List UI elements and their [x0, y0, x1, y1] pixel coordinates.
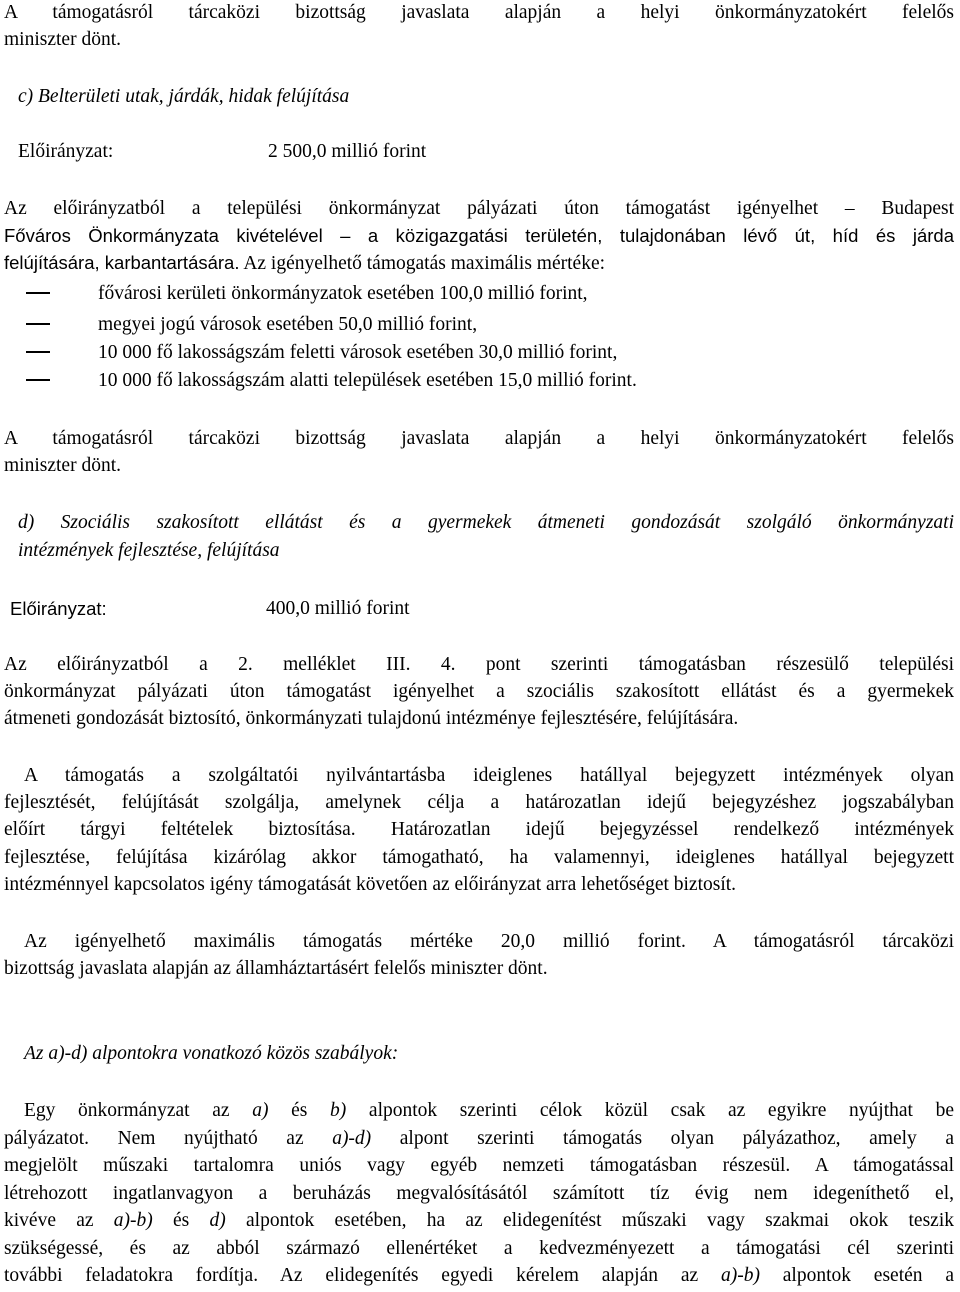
intro-line-2: miniszter dönt. [4, 29, 121, 50]
dash-icon [26, 292, 50, 294]
section-d-p2-line: A támogatás a szolgáltatói nyilvántartásba ideiglenes hatállyal bejegyzett intézmények olyan [24, 765, 954, 786]
bullet-text: 10 000 fő lakosságszám feletti városok esetében 30,0 millió forint, [98, 342, 618, 363]
section-c-p1-line-3b: Az igényelhető támogatás maximális mértéke: [243, 253, 606, 274]
dash-icon [26, 323, 50, 325]
intro-line-1: A támogatásról tárcaközi bizottság javaslata alapján a helyi önkormányzatokért felelős [4, 2, 954, 23]
section-d-title-line-2: intézmények fejlesztése, felújítása [18, 540, 280, 561]
section-d-p2-line: intézménnyel kapcsolatos igény támogatását követően az előirányzat arra lehetőséget biztosít. [4, 874, 737, 895]
section-d-p2-line: fejlesztése, felújítása kizárólag akkor támogatható, ha valamennyi, ideiglenes hatállyal bejegyzett [4, 847, 954, 868]
common-line-3: megjelölt műszaki tartalomra uniós vagy egyéb nemzeti támogatásban részesül. A támogatással [4, 1155, 954, 1176]
section-d-p2-line: fejlesztését, felújítását szolgálja, amelynek célja a határozatlan idejű bejegyzéshez jogszabályban [4, 792, 954, 813]
common-line-4: létrehozott ingatlanvagyon a beruházás megvalósításától számított tíz évig nem idegeníthető el, [4, 1183, 954, 1204]
bullet-text: megyei jogú városok esetében 50,0 millió forint, [98, 314, 478, 335]
section-c-p1-line-3a: felújítására, karbantartására. [4, 252, 240, 273]
section-d-elo-value: 400,0 millió forint [266, 598, 410, 619]
bullet-text: 10 000 fő lakosságszám alatti települések esetében 15,0 millió forint. [98, 370, 637, 391]
common-line-7: további feladatokra fordítja. Az elidegenítés egyedi kérelem alapján az a)-b) alpontok esetén a [4, 1265, 954, 1286]
section-c-p1-line-2: Főváros Önkormányzata kivételével – a közigazgatási területén, tulajdonában lévő út, híd és járda [4, 225, 954, 246]
bullet-text: fővárosi kerületi önkormányzatok esetében 100,0 millió forint, [98, 283, 588, 304]
common-line-2: pályázatot. Nem nyújtható az a)-d) alpont szerinti támogatás olyan pályázathoz, amely a [4, 1128, 955, 1149]
section-d-p2-line: előírt tárgyi feltételek biztosítása. Határozatlan idejű bejegyzéssel rendelkező intézmények [4, 819, 954, 840]
section-c-decision-line-2: miniszter dönt. [4, 455, 121, 476]
bullet-item [26, 340, 617, 366]
bullet-item [26, 281, 588, 307]
common-line-5: kivéve az a)-b) és d) alpontok esetében, ha az elidegenítést műszaki vagy szakmai okok teszik [4, 1210, 954, 1231]
section-c-p1-line-1: Az előirányzatból a települési önkormányzat pályázati úton támogatást igényelhet – Budapest [4, 198, 954, 219]
bullet-item [26, 312, 477, 338]
section-d-p3-line: Az igényelhető maximális támogatás mértéke 20,0 millió forint. A támogatásról tárcaközi [24, 931, 954, 952]
section-d-p1-line: átmeneti gondozását biztosító, önkormányzati tulajdonú intézménye fejlesztésére, felújítására. [4, 708, 739, 729]
common-rules-title: Az a)-d) alpontokra vonatkozó közös szabályok: [24, 1043, 399, 1064]
section-d-title-line-1: d) Szociális szakosított ellátást és a gyermekek átmeneti gondozását szolgáló önkormányzati [18, 512, 954, 533]
section-d-p1-line: Az előirányzatból a 2. melléklet III. 4. pont szerinti támogatásban részesülő települési [4, 654, 954, 675]
dash-icon [26, 351, 50, 353]
section-c-title: c) Belterületi utak, járdák, hidak felújítása [18, 86, 350, 107]
common-line-6: szükségessé, és az abból származó ellenértéket a kedvezményezett a támogatási cél szerinti [4, 1238, 954, 1259]
section-d-p1-line: önkormányzat pályázati úton támogatást igényelhet a szociális szakosított ellátást és a gyermekek [4, 681, 954, 702]
bullet-item [26, 368, 637, 394]
section-c-elo-value: 2 500,0 millió forint [268, 141, 427, 162]
section-d-p3-line: bizottság javaslata alapján az államháztartásért felelős miniszter dönt. [4, 958, 548, 979]
section-d-elo-label: Előirányzat: [10, 598, 107, 619]
section-c-decision-line-1: A támogatásról tárcaközi bizottság javaslata alapján a helyi önkormányzatokért felelős [4, 428, 954, 449]
dash-icon [26, 379, 50, 381]
common-line-1: Egy önkormányzat az a) és b) alpontok szerinti célok közül csak az egyikre nyújthat be [24, 1100, 955, 1121]
section-c-elo-label: Előirányzat: [18, 141, 114, 162]
section-c-p1-line-3 [4, 250, 954, 277]
